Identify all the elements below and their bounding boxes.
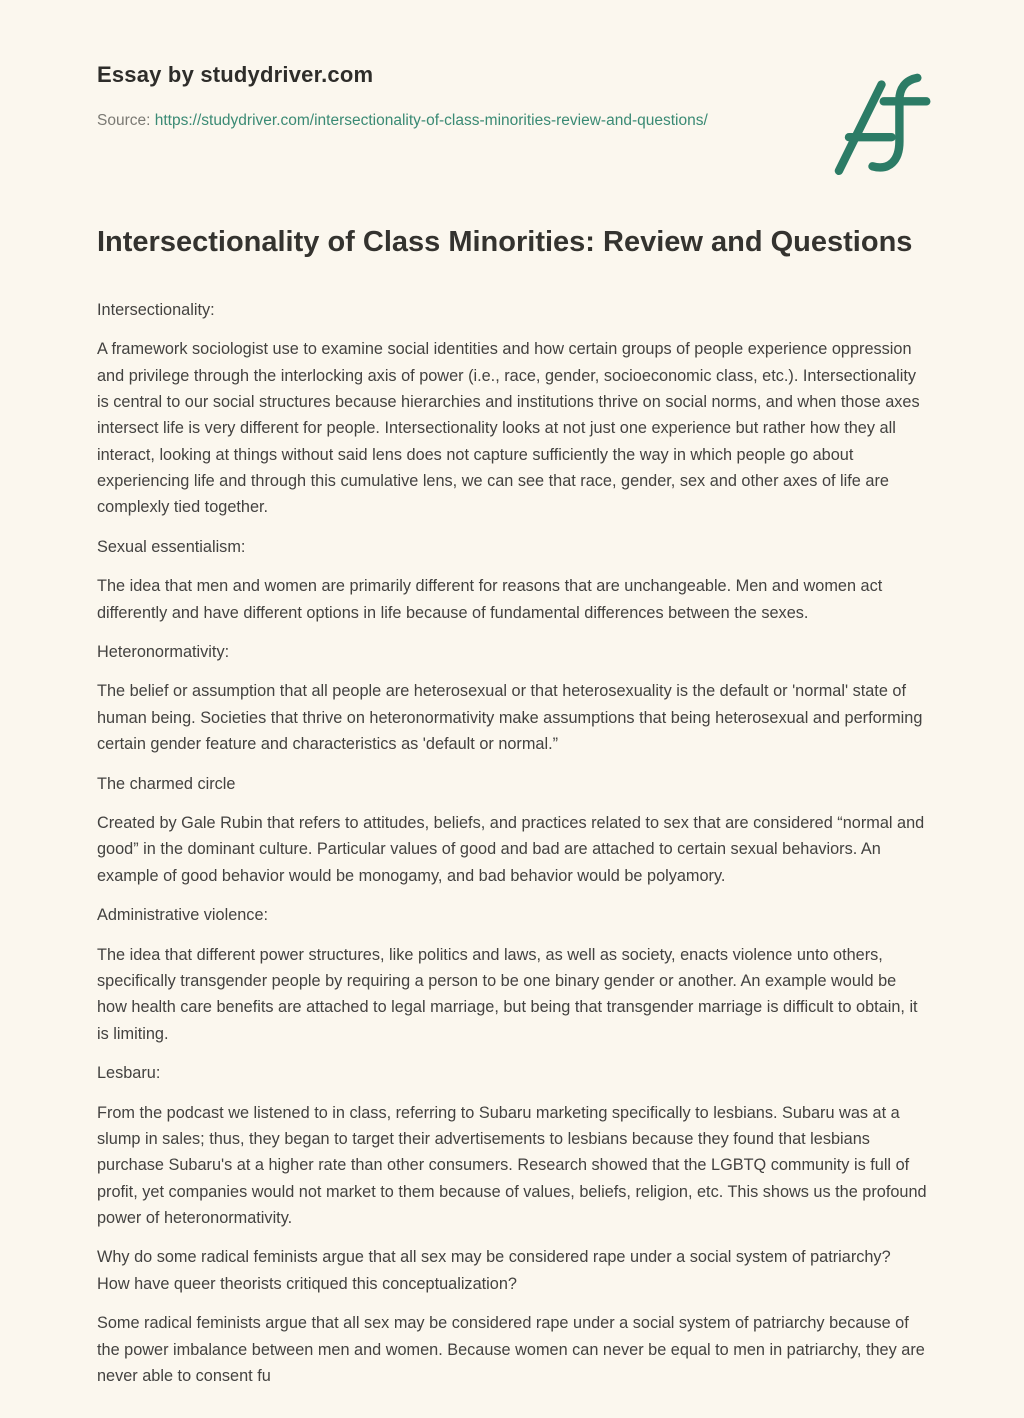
body-paragraph: From the podcast we listened to in class, referring to Subaru marketing specifically to lesbians. Subaru was at a slump in sales; thus, they began to target their advertisements to lesbians because they found that lesbians purchase Subaru's at a higher rate than other consumers. Research showed that the LGBTQ community is full of profit, yet companies would not market to them because of values, beliefs, religion, etc. This shows us the profound power of heteronormativity. — [97, 1103, 927, 1228]
term-heading: Sexual essentialism: — [97, 537, 246, 556]
body-paragraph: The idea that men and women are primarily different for reasons that are unchangeable. Men and women act differently and have different options in life because of fundamental differences between the sexes. — [97, 577, 883, 622]
body-paragraph: A framework sociologist use to examine social identities and how certain groups of people experience oppression and privilege through the interlocking axis of power (i.e., race, gender, socioeconomic class, etc.). Intersectionality is central to our social structures because hierarchies and institutions thrive on social norms, and when those axes intersect life is very different for people. Intersectionality looks at not just one experience but rather how they all interact, looking at things without said lens does not capture sufficiently the way in which people go about experiencing life and through this cumulative lens, we can see that race, gender, sex and other axes of life are complexly tied together. — [97, 340, 920, 517]
source-label: Source: — [97, 112, 155, 129]
logo-a-left-stroke — [839, 85, 882, 171]
body-paragraph: The idea that different power structures, like politics and laws, as well as society, enacts violence unto others, specifically transgender people by requiring a person to be one binary gender or another. An example would be how health care benefits are attached to legal marriage, but being that transgender marriage is difficult to obtain, it is limiting. — [97, 945, 918, 1043]
term-heading: Heteronormativity: — [97, 643, 230, 662]
studydriver-logo-icon — [821, 70, 933, 182]
body-paragraph: Created by Gale Rubin that refers to attitudes, beliefs, and practices related to sex that are considered “normal and good” in the dominant culture. Particular values of good and bad are attached to certain sexual behaviors. An example of good behavior would be monogamy, and bad behavior would be polyamory. — [97, 813, 925, 885]
site-byline: Essay by studydriver.com — [97, 62, 374, 87]
body-paragraph: Some radical feminists argue that all sex may be considered rape under a social system of patriarchy because of the power imbalance between men and women. Because women can never be equal to men in patriarchy, they are never able to consent fu — [97, 1314, 925, 1386]
question-paragraph: Why do some radical feminists argue that all sex may be considered rape under a social system of patriarchy? How have queer theorists critiqued this conceptualization? — [97, 1248, 891, 1293]
source-url-link[interactable]: https://studydriver.com/intersectionality-of-class-minorities-review-and-questions/ — [154, 112, 708, 129]
document-header — [97, 62, 927, 133]
term-heading: Lesbaru: — [97, 1064, 161, 1083]
essay-body — [97, 297, 927, 1390]
essay-title: Intersectionality of Class Minorities: Review and Questions — [97, 226, 913, 259]
body-paragraph: The belief or assumption that all people are heterosexual or that heterosexuality is the default or 'normal' state of human being. Societies that thrive on heteronormativity make assumptions that being heterosexual and performing certain gender feature and characteristics as 'default or normal.” — [97, 682, 923, 754]
term-heading: Intersectionality: — [97, 300, 215, 319]
source-line — [97, 108, 717, 133]
term-heading: The charmed circle — [97, 774, 236, 793]
studydriver-logo — [821, 70, 933, 182]
term-heading: Administrative violence: — [97, 906, 269, 925]
